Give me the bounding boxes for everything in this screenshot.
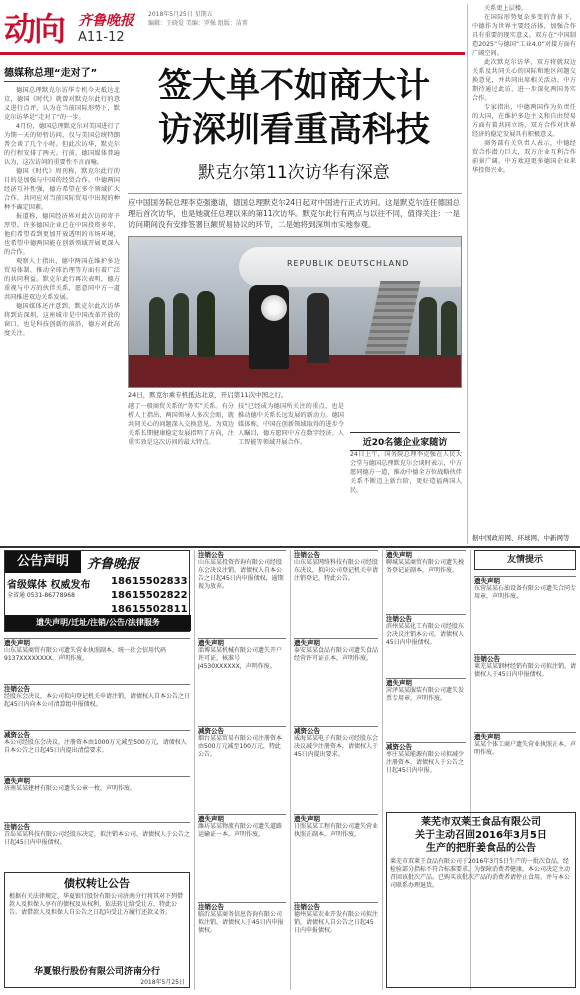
section-divider	[0, 546, 580, 548]
notice-body: 滨州某某化工有限公司经股东会决议注销本公司，请债权人45日内申报债权。	[386, 623, 465, 646]
notice-title: 遗失声明	[4, 777, 30, 785]
debt-notice-date: 2018年5月25日	[140, 979, 185, 986]
classified-notice	[474, 732, 576, 806]
notice-title: 注销公告	[198, 551, 224, 559]
notice-body: 东营某某石油设备有限公司遗失合同专用章，声明作废。	[474, 585, 576, 600]
paragraph: 此次默克尔访华，双方将就双边关系及共同关心的国际和地区问题交换意见，并共同出席相关活动。中方期待通过此访，进一步深化两国务实合作。	[472, 59, 576, 102]
notice-title: 减资公告	[198, 727, 224, 735]
recall-notice	[386, 812, 576, 988]
masthead-meta	[148, 10, 248, 28]
notice-title: 注销公告	[294, 903, 320, 911]
notice-ad-box	[4, 550, 190, 632]
person-figure	[419, 297, 437, 357]
phone-number: 18615502822	[111, 590, 188, 601]
notice-body: 青岛某某科技有限公司经股东决定，拟注销本公司，请债权人于公告之日起45日内申报债权。	[4, 831, 190, 846]
classified-notice	[4, 776, 190, 818]
article-col-1: 越了一般商贸关系的“务实”关系。有分析人士指出，两国领导人多次会晤，就共同关心的问题深入交换意见，为双边关系长期健康稳定发展指明了方向，注重实效是这次访问的最大特点。	[128, 403, 234, 446]
article-subtitle: 近20名德企业家随访	[350, 432, 460, 451]
notice-ad-services: 遗失声明/迁址/注销/公告/法律服务	[5, 615, 191, 631]
paragraph: 4月份，德国总理默克尔对美国进行了为期一天的短暂访问，仅与美国总统特朗普会谈了几个小时。但此次访华，默克尔的行程安排了两天。行前，德国媒体普遍认为，这次访问的重要性不言而喻。	[4, 123, 120, 166]
lead-deck: 应中国国务院总理李克强邀请，德国总理默克尔24日起对中国进行正式访问。这是默克尔连任德国总理后首次访华，也是她就任总理以来的第11次访华。默克尔此行有两点与以往不同，值得关注：一是访问期间没有安排签署巨额贸易协议的环节，二是她将到深圳市实地参观。	[128, 193, 462, 230]
page-number: A11-12	[78, 30, 125, 45]
right-article-body	[472, 4, 576, 175]
column-rule	[194, 550, 195, 990]
notice-body: 淄博某某机械有限公司遗失开户许可证，核准号J4530XXXXXX，声明作废。	[198, 647, 283, 670]
classified-notice	[386, 550, 466, 610]
person-figure	[197, 291, 215, 357]
left-article-heading: 德媒称总理“走对了”	[4, 64, 120, 82]
lead-headline	[126, 64, 462, 152]
notice-title: 遗失声明	[294, 639, 320, 647]
notice-title: 遗失声明	[386, 679, 412, 687]
classified-notice	[4, 730, 190, 772]
notice-title: 遗失声明	[474, 733, 500, 741]
classified-ads	[4, 550, 576, 990]
notice-body: 山东某某商贸有限公司遗失营业执照副本，统一社会信用代码9137XXXXXXXX，声明作废。	[4, 647, 167, 662]
notice-body: 潍坊某某物流有限公司遗失道路运输证一本，声明作废。	[198, 823, 283, 838]
classified-notice	[198, 814, 286, 898]
notice-title: 减资公告	[294, 727, 320, 735]
notice-ad-title: 公告声明	[5, 551, 81, 573]
notice-body: 临沂某某商务信息咨询有限公司拟注销，请债权人于45日内申报债权。	[198, 911, 284, 934]
notice-body: 菏泽某某服装有限公司遗失发票专用章，声明作废。	[386, 687, 465, 702]
notice-title: 遗失声明	[198, 815, 224, 823]
notice-ad-tel: 全省通 0531-86778968	[7, 592, 75, 599]
classified-notice	[386, 614, 466, 674]
notice-body: 德州某某农业开发有限公司拟注销，请债权人自公告之日起45日内申报债权。	[294, 911, 378, 934]
classified-notice	[294, 902, 378, 986]
classified-notice	[4, 638, 190, 680]
left-article-body	[4, 86, 120, 338]
classified-notice	[198, 638, 286, 722]
classified-notice	[198, 902, 286, 986]
section-title: 动向	[4, 10, 65, 48]
notice-body: 某某个体工商户遗失营业执照正本，声明作废。	[474, 741, 576, 756]
paragraph: 商务部有关负责人表示，中德经贸合作潜力巨大，双方企业互利合作前景广阔，中方欢迎更多德国企业来华投资兴业。	[472, 140, 576, 174]
notice-title: 遗失声明	[294, 815, 320, 823]
headline-line-1: 签大单不如商大计	[158, 66, 430, 106]
classified-notice	[4, 684, 190, 726]
notice-title: 注销公告	[386, 615, 412, 623]
classified-notice	[386, 742, 466, 802]
classified-notice	[198, 550, 286, 634]
notice-body: 威海某某电子有限公司经股东会决议减少注册资本，请债权人于45日内提出要求。	[294, 735, 378, 758]
person-figure	[307, 293, 329, 363]
phone-number: 18615502833	[111, 576, 188, 587]
notice-title: 注销公告	[198, 903, 224, 911]
classified-notice	[474, 576, 576, 650]
paragraph: 德国《时代》周刊称，默克尔此行的目的是加强与中国的经贸合作。中德两国经济互补性强，德方希望在多个领域扩大合作，共同应对当前国际贸易中出现的种种不确定因素。	[4, 168, 120, 211]
paragraph: 关系更上层楼。	[484, 5, 528, 12]
classified-notice	[386, 678, 466, 738]
debt-notice-title: 债权转让公告	[64, 877, 130, 890]
issue-date: 2018年5月25日 星期五	[148, 11, 213, 18]
classified-notice	[294, 638, 378, 722]
person-figure	[149, 297, 165, 357]
photo-caption: 24日，默克尔乘专机抵达北京，开启第11次中国之行。	[128, 391, 288, 399]
source-credit: 据中国政府网、环球网、中新网等	[472, 534, 570, 542]
recall-notice-body: 莱芜市双莱王食品有限公司于2016年3月5日生产的一批次食品，经检验部分指标不符合标准要求。为保障消费者健康，本公司决定主动召回该批次产品。已购买该批次产品的消费者请停止食用，并与本公司联系办理退货。	[390, 858, 571, 889]
notice-title: 遗失声明	[386, 551, 412, 559]
notice-body: 济南某某建材有限公司遗失公章一枚，声明作废。	[4, 785, 137, 792]
notice-title: 注销公告	[4, 685, 30, 693]
column-rule	[382, 550, 383, 990]
friendly-tip-box: 友情提示	[474, 550, 576, 570]
newspaper-brand: 齐鲁晚报	[78, 13, 134, 29]
notice-ad-phones	[111, 575, 188, 617]
paragraph: 德国总理默克尔访华专机今天抵达北京，德国《时代》就曾对默克尔此行的意义进行点评，认为在当前国际形势下，默克尔访华是“走对了”的一步。	[4, 87, 120, 121]
notice-body: 山东某某网络科技有限公司经股东决议，拟向公司登记机关申请注销登记，特此公告。	[294, 559, 378, 582]
article-col-3: 24日上午，国务院总理李克强在人民大会堂与德国总理默克尔会谈时表示，中方愿同德方一道，推动中德全方位战略伙伴关系不断迈上新台阶，更好造福两国人民。	[350, 451, 462, 494]
notice-body: 本公司经股东会决议，注册资本由1000万元减至500万元，请债权人自本公告之日起45日内提出清偿要求。	[4, 739, 187, 754]
classified-notice	[294, 550, 378, 634]
paragraph: 德国媒体还注意到，默克尔此次访华将到访深圳，这座城市是中国改革开放的窗口，也是科技创新的前沿，德方对此高度关注。	[4, 303, 120, 337]
notice-body: 泰安某某食品有限公司遗失食品经营许可证正本，声明作废。	[294, 647, 378, 662]
headline-line-2: 访深圳看重高科技	[158, 110, 430, 150]
news-photo	[128, 236, 462, 388]
paragraph: 报道称，德国经济界对此次访问寄予厚望。许多德国企业已在中国投资多年，他们希望看到更加开放透明的市场环境，也希望中德两国能在创新领域开展更深入的合作。	[4, 213, 120, 256]
notice-body: 枣庄某某能源有限公司拟减少注册资本，请债权人于公告之日起45日内申报。	[386, 751, 465, 774]
notice-title: 注销公告	[294, 551, 320, 559]
notice-body: 经股东会决议，本公司拟向登记机关申请注销，请债权人自本公告之日起45日内向本公司清算组申报债权。	[4, 693, 190, 708]
column-rule	[290, 550, 291, 990]
notice-ad-logo: 齐鲁晚报	[87, 557, 140, 572]
person-figure	[441, 301, 457, 357]
notice-title: 注销公告	[474, 655, 500, 663]
classified-notice	[294, 726, 378, 810]
notice-title: 减资公告	[386, 743, 412, 751]
left-column-article	[4, 64, 120, 544]
right-column-article	[467, 4, 576, 544]
notice-title: 减资公告	[4, 731, 30, 739]
staff-credits: 编辑：王晓爱 美编：罗强 组版：洁菁	[148, 20, 248, 27]
debt-notice-body: 根据有关法律规定，华夏银行股份有限公司济南分行将其对下列借款人及担保人享有的债权及从权利，依法转让给受让方，特此公告。请借款人及担保人自公告之日起向受让方履行还款义务。	[9, 893, 184, 916]
debt-transfer-notice	[4, 872, 190, 988]
person-figure	[173, 293, 189, 357]
classified-notice	[474, 654, 576, 728]
phone-number: 18615502811	[111, 604, 188, 615]
notice-title: 遗失声明	[4, 639, 30, 647]
article-col-2: 技”已经成为德国所关注的重点，也是推动德中关系长远发展的新动力。德国媒体称，中国在创新领域取得的进步令人瞩目，德方愿同中方在数字经济、人工智能等领域开展合作。	[238, 403, 344, 446]
recall-notice-title: 莱芜市双莱王食品有限公司 关于主动召回2016年3月5日 生产的把肝姜食品的公告	[415, 817, 547, 854]
classified-notice	[198, 726, 286, 810]
paragraph: 观察人士指出，德中两国在维护多边贸易体制、推动全球治理等方面有着广泛的共同利益。默克尔此行再次表明，德方重视与中方的伙伴关系，愿意同中方一道共同推进双边关系发展。	[4, 258, 120, 301]
debt-notice-signature: 华夏银行股份有限公司济南分行	[33, 967, 160, 977]
notice-body: 日照某某工程有限公司遗失营业执照正副本，声明作废。	[294, 823, 378, 838]
bouquet-shape	[261, 295, 287, 321]
airplane-shape	[239, 247, 462, 287]
red-carpet-shape	[129, 355, 462, 388]
notice-body: 聊城某某商贸有限公司遗失税务登记证副本，声明作废。	[386, 559, 465, 574]
notice-ad-slogan: 省级媒体 权威发布	[7, 580, 91, 591]
classified-notice	[294, 814, 378, 898]
notice-title: 遗失声明	[474, 577, 500, 585]
notice-title: 注销公告	[4, 823, 30, 831]
notice-title: 遗失声明	[198, 639, 224, 647]
notice-body: 莱芜某某钢材经销有限公司拟注销，请债权人于45日内申报债权。	[474, 663, 576, 678]
notice-body: 山东某某投资咨询有限公司经股东会决议注销，请债权人自本公告之日起45日内申报债权，逾期视为放弃。	[198, 559, 284, 590]
paragraph: 在国际形势复杂多变的背景下，中德作为世界主要经济体，加强合作具有重要的现实意义。双方在“中国制造2025”与德国“工业4.0”对接方面有广阔空间。	[472, 14, 576, 57]
airplane-text: REPUBLIK DEUTSCHLAND	[287, 259, 410, 268]
classified-notice	[4, 822, 190, 864]
masthead-rule	[0, 52, 465, 55]
lead-subhead: 默克尔第11次访华有深意	[198, 163, 390, 183]
notice-body: 烟台某某贸易有限公司注册资本由500万元减至100万元，特此公告。	[198, 735, 283, 758]
paragraph: 专家指出，中德两国作为负责任的大国，在维护多边主义和自由贸易方面有着共同立场，双方合作对世界经济的稳定发展具有积极意义。	[472, 104, 576, 138]
